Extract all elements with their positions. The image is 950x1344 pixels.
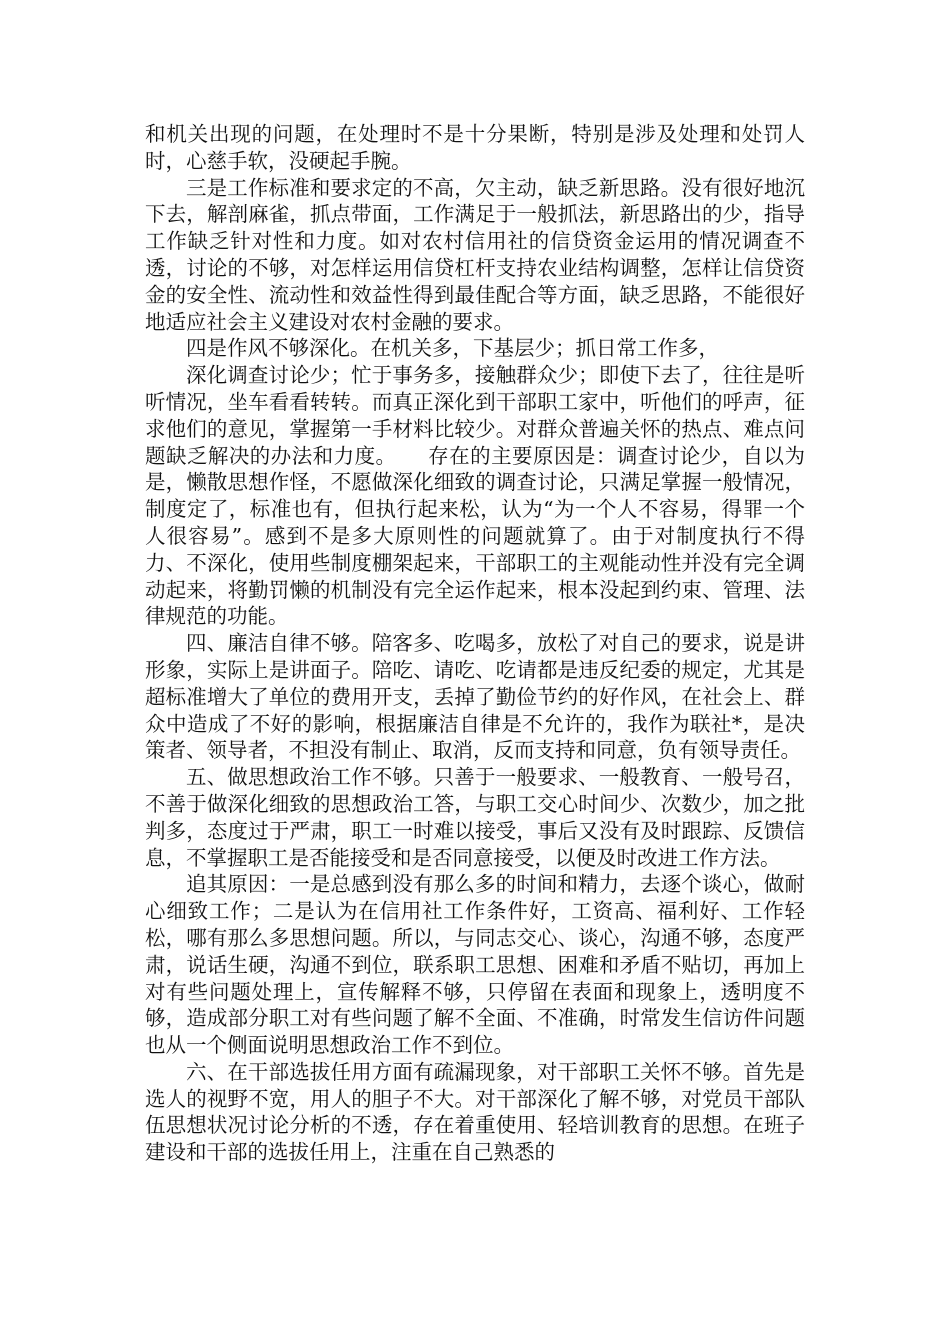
paragraph-3: 四是作风不够深化。在机关多，下基层少；抓日常工作多，	[186, 336, 719, 361]
document-page	[145, 121, 805, 1166]
paragraph-8: 六、在干部选拔任用方面有疏漏现象，对干部职工关怀不够。首先是选人的视野不宽，用人的胆子不大。对干部深化了解不够，对党员干部队伍思想状况讨论分析的不透，存在着重使用、轻培训教育的思想。在班子建设和干部的选拔任用上，注重在自己熟悉的	[145, 1059, 805, 1165]
paragraph-2: 三是工作标准和要求定的不高，欠主动，缺乏新思路。没有很好地沉下去，解剖麻雀，抓点带面，工作满足于一般抓法，新思路出的少，指导工作缺乏针对性和力度。如对农村信用社的信贷资金运用的情况调查不透，讨论的不够，对怎样运用信贷杠杆支持农业结构调整，怎样让信贷资金的安全性、流动性和效益性得到最佳配合等方面，缺乏思路，不能很好地适应社会主义建设对农村金融的要求。	[145, 175, 805, 334]
paragraph-6: 五、做思想政治工作不够。只善于一般要求、一般教育、一般号召，不善于做深化细致的思想政治工答，与职工交心时间少、次数少，加之批判多，态度过于严肃，职工一时难以接受，事后又没有及时跟踪、反馈信息，不掌握职工是否能接受和是否同意接受，以便及时改进工作方法。	[145, 765, 805, 870]
paragraph-7: 追其原因：一是总感到没有那么多的时间和精力，去逐个谈心，做耐心细致工作；二是认为在信用社工作条件好，工资高、福利好、工作轻松，哪有那么多思想问题。所以，与同志交心、谈心，沟通不够，态度严肃，说话生硬，沟通不到位，联系职工思想、困难和矛盾不贴切，再加上对有些问题处理上，宣传解释不够，只停留在表面和现象上，透明度不够，造成部分职工对有些问题了解不全面、不准确，时常发生信访件问题也从一个侧面说明思想政治工作不到位。	[145, 872, 805, 1058]
paragraph-5: 四、廉洁自律不够。陪客多、吃喝多，放松了对自己的要求，说是讲形象，实际上是讲面子。陪吃、请吃、吃请都是违反纪委的规定，尤其是超标准增大了单位的费用开支，丢掉了勤俭节约的好作风，在社会上、群众中造成了不好的影响，根据廉洁自律是不允许的，我作为联社*，是决策者、领导者，不担没有制止、取消，反而支持和同意，负有领导责任。	[145, 631, 805, 763]
paragraph-4: 深化调查讨论少；忙于事务多，接触群众少；即使下去了，往往是听听情况，坐车看看转转。而真正深化到干部职工家中，听他们的呼声，征求他们的意见，掌握第一手材料比较少。对群众普遍关怀的热点、难点问题缺乏解决的办法和力度。 存在的主要原因是：调查讨论少，自以为是，懒散思想作怪，不愿做深化细致的调查讨论，只满足掌握一般情况，制度定了，标准也有，但执行起来松，认为“为一个人不容易，得罪一个人很容易”。感到不是多大原则性的问题就算了。由于对制度执行不得力、不深化，使用些制度棚架起来，干部职工的主观能动性并没有完全调动起来，将勤罚懒的机制没有完全运作起来，根本没起到约束、管理、法律规范的功能。	[145, 363, 805, 629]
paragraph-1: 和机关出现的问题，在处理时不是十分果断，特别是涉及处理和处罚人时，心慈手软，没硬起手腕。	[145, 122, 805, 173]
